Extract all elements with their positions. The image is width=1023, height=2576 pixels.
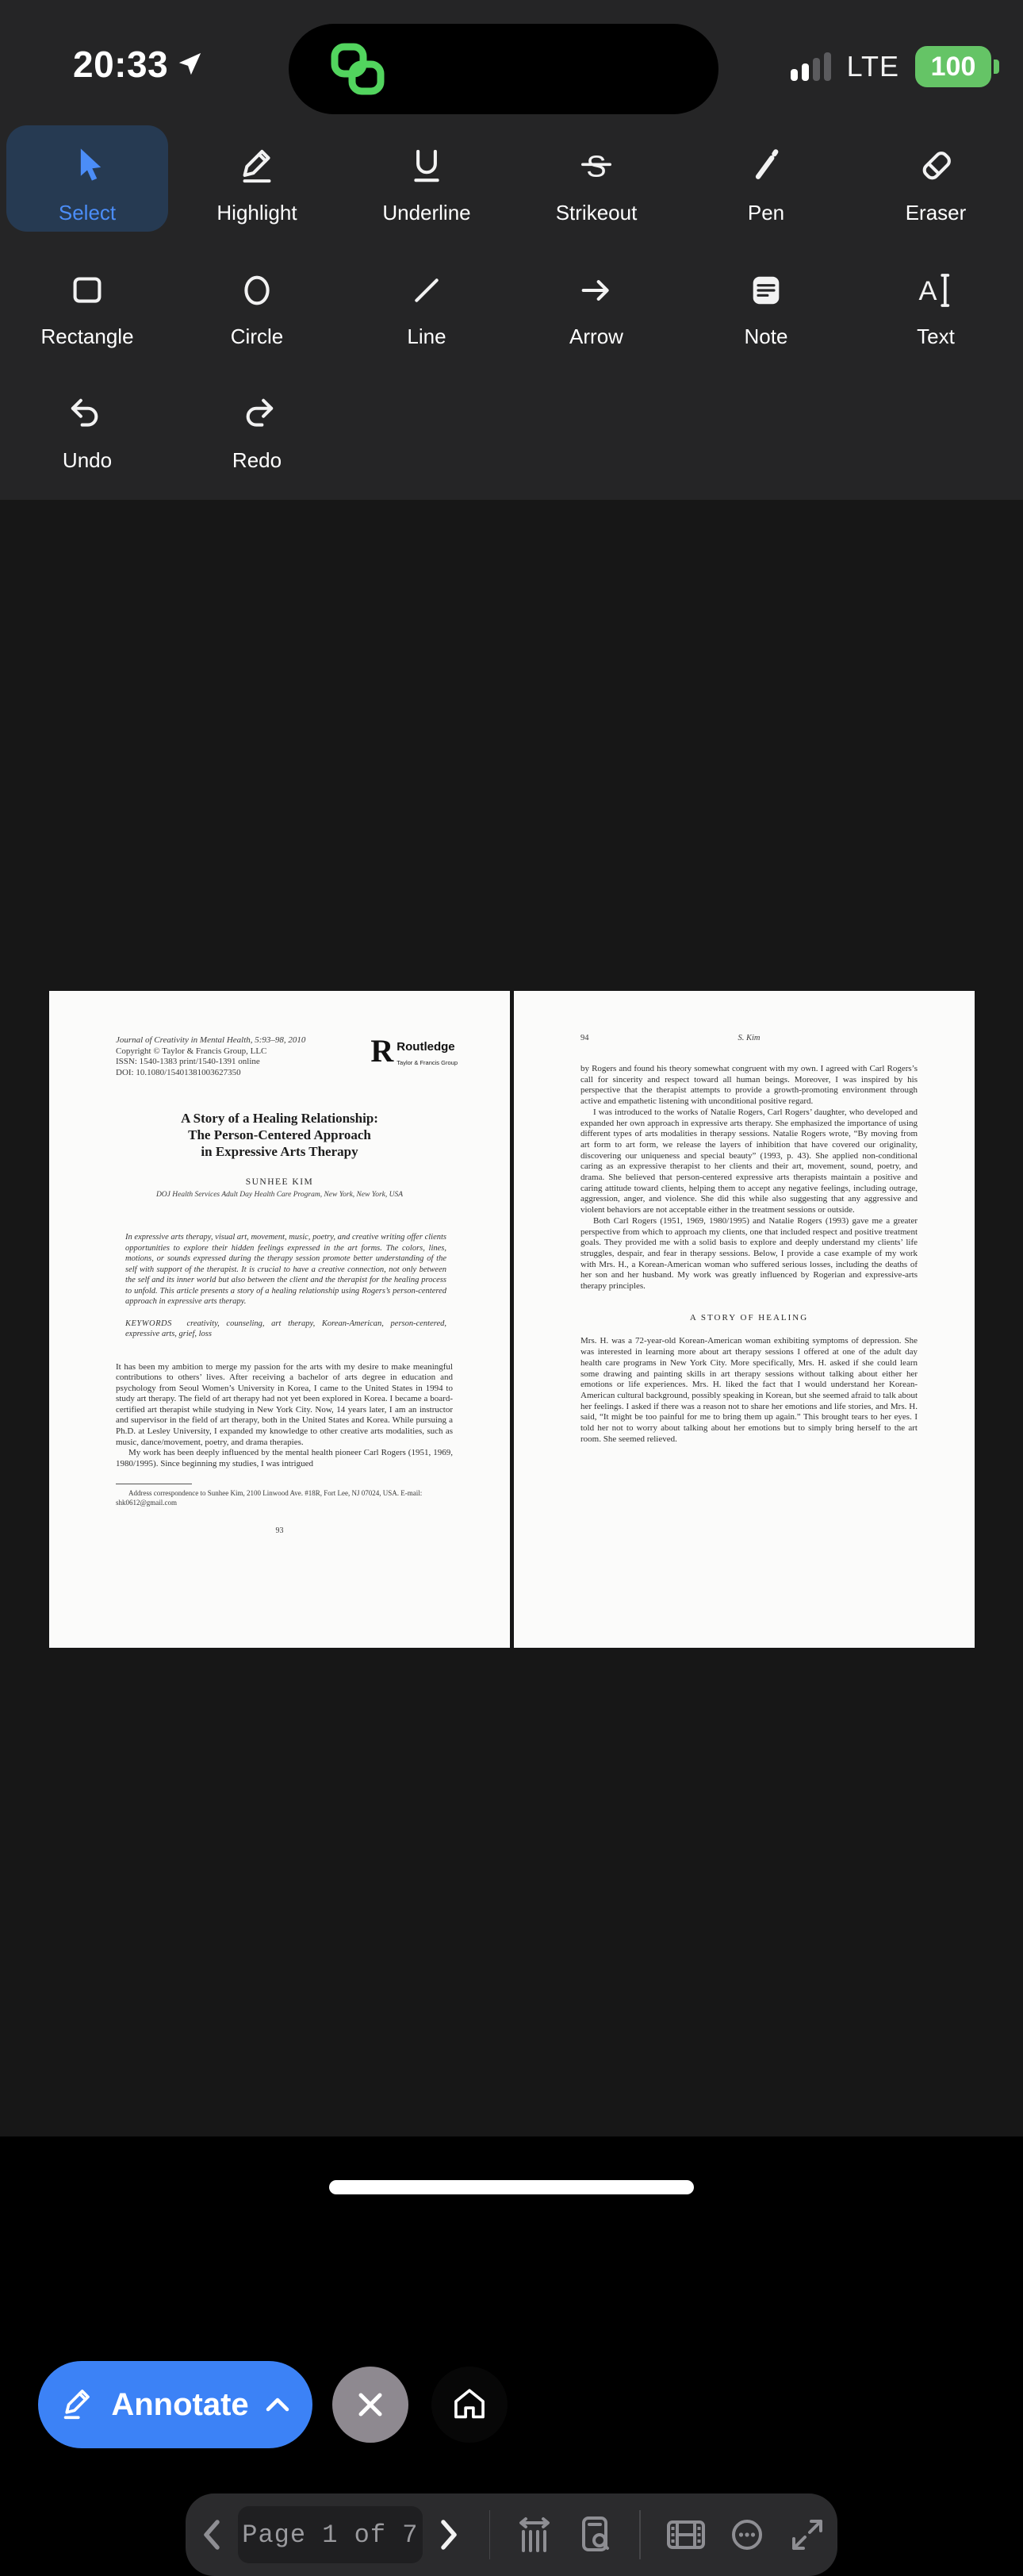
page-indicator[interactable]: Page 1 of 7 xyxy=(238,2506,423,2563)
article-keywords xyxy=(125,1319,446,1340)
highlight-icon xyxy=(234,144,280,190)
eraser-icon xyxy=(913,144,959,190)
more-options-icon xyxy=(726,2514,768,2555)
redo-icon xyxy=(234,391,280,437)
film-strip-icon xyxy=(665,2514,707,2555)
journal-header xyxy=(116,1035,458,1078)
battery-icon xyxy=(915,46,991,87)
page-width-button[interactable] xyxy=(504,2514,565,2555)
svg-text:S: S xyxy=(586,150,607,184)
network-type-label: LTE xyxy=(846,50,899,83)
tool-line[interactable]: Line xyxy=(346,249,508,355)
tool-arrow[interactable]: Arrow xyxy=(515,249,677,355)
publisher-name: Routledge xyxy=(397,1040,455,1054)
select-icon xyxy=(64,144,110,190)
running-head: S. Kim xyxy=(738,1034,761,1042)
divider xyxy=(639,2510,641,2559)
page-number: 94 xyxy=(580,1034,589,1042)
search-document-button[interactable] xyxy=(565,2514,625,2555)
page-width-icon xyxy=(514,2514,555,2555)
undo-icon xyxy=(64,391,110,437)
article-author: SUNHEE KIM xyxy=(245,1177,314,1187)
tool-undo[interactable]: Undo xyxy=(6,373,168,479)
home-icon xyxy=(449,2384,490,2425)
close-button[interactable] xyxy=(332,2367,408,2443)
annotate-pencil-icon xyxy=(57,2384,98,2425)
filmstrip-button[interactable] xyxy=(655,2514,717,2555)
section-heading: A STORY OF HEALING xyxy=(689,1312,809,1323)
annotation-toolbar-panel xyxy=(0,0,1023,500)
correspondence-footnote: Address correspondence to Sunhee Kim, 2100 Linwood Ave. #18R, Fort Lee, NJ 07024, USA. E-mail: shk0612@gmail.com xyxy=(116,1484,453,1507)
tool-text[interactable]: A Text xyxy=(855,249,1017,355)
app-link-rings-icon xyxy=(330,43,385,95)
tool-select[interactable]: Select xyxy=(6,125,168,232)
rectangle-icon xyxy=(64,267,110,313)
svg-text:A: A xyxy=(918,275,937,306)
keywords-label: KEYWORDS xyxy=(125,1319,172,1328)
fullscreen-icon xyxy=(787,2514,828,2555)
tool-redo[interactable]: Redo xyxy=(176,373,338,479)
routledge-r-mark: R xyxy=(370,1033,394,1069)
paragraph: It has been my ambition to merge my passion for the arts with my desire to make meaningful contributions to others’ lives. After receiving a bachelor of arts degree in education and psychology from Seoul Women’s University in Korea, I came to the United States in 1994 to study art therapy. The field of art therapy had not yet been explored in Korea. I became a board-certified art therapist while studying in New York City. Now, 14 years later, I am an instructor and supervisor in the field of art therapy, both in the United States and Korea. While pursuing a Ph.D. at Lesley University, I expanded my knowledge to other creative arts modalities, such as music, dance/movement, poetry, and drama therapies. xyxy=(116,1361,453,1447)
tool-circle[interactable]: Circle xyxy=(176,249,338,355)
home-button[interactable] xyxy=(431,2367,508,2443)
status-bar xyxy=(0,0,1023,119)
document-canvas[interactable] xyxy=(0,500,1023,2550)
tool-underline[interactable]: Underline xyxy=(346,125,508,232)
note-icon xyxy=(743,267,789,313)
circle-icon xyxy=(234,267,280,313)
copyright-line: Copyright © Taylor & Francis Group, LLC xyxy=(116,1046,267,1056)
text-icon xyxy=(913,267,959,313)
page2-body xyxy=(580,1064,918,1445)
search-document-icon xyxy=(574,2514,615,2555)
publisher-tagline: Taylor & Francis Group xyxy=(397,1059,458,1066)
chevron-up-icon xyxy=(262,2394,293,2415)
tool-rectangle[interactable]: Rectangle xyxy=(6,249,168,355)
tool-highlight[interactable]: Highlight xyxy=(176,125,338,232)
keywords-text: creativity, counseling, art therapy, Korean-American, person-centered, expressive arts, grief, loss xyxy=(125,1319,446,1338)
page-number: 93 xyxy=(275,1526,284,1536)
battery-percent: 100 xyxy=(930,51,976,82)
tool-pen[interactable]: Pen xyxy=(685,125,847,232)
annotation-tools-grid xyxy=(6,125,1017,479)
tool-eraser[interactable]: Eraser xyxy=(855,125,1017,232)
location-arrow-icon xyxy=(176,51,203,78)
divider xyxy=(489,2510,491,2559)
paragraph: by Rogers and found his theory somewhat congruent with my own. I agreed with Carl Rogers’s call for sincerity and respect toward all human beings. Moreover, I was inspired by his perspective that the therapist attempts to provide a growth-promoting environment through active and empathetic listening with unconditional positive regard. xyxy=(580,1064,918,1107)
fullscreen-button[interactable] xyxy=(777,2514,837,2555)
doi-line: DOI: 10.1080/15401381003627350 xyxy=(116,1067,241,1077)
previous-page-button[interactable] xyxy=(186,2516,238,2554)
cellular-signal-icon xyxy=(791,52,831,81)
article-abstract: In expressive arts therapy, visual art, movement, music, poetry, and creative writing offer clients opportunities to explore their hidden feelings expressed in the art forms. The colors, lines, motions, or sounds expressed during the therapy session promote better understanding of the self with support of the therapist. It is crucial to have a creative connection, not only between the self and its inner world but also between the client and the therapist for the healing process to unfold. This article presents a story of a healing relationship using Rogers’s person-centered approach in expressive arts therapy. xyxy=(125,1233,446,1306)
bottom-strip xyxy=(0,2136,1023,2218)
running-header xyxy=(580,1034,918,1045)
line-icon xyxy=(404,267,450,313)
tool-strikeout[interactable]: S Strikeout xyxy=(515,125,677,232)
dynamic-island xyxy=(289,24,718,114)
paragraph: Mrs. H. was a 72-year-old Korean-American woman exhibiting symptoms of depression. She was interested in learning more about art therapy sessions I offered at one of the adult day health care programs in New York City. More specifically, Mrs. H. asked if she could learn some drawing and painting skills in art therapy sessions without talking about either her emotions or life experiences. Mrs. H. liked the fact that I would understand her Korean-American cultural background, possibly speaking in Korean, but she seemed afraid to talk about her feelings. I asked if there was a reason not to share her emotions and life stories, and Mrs. H. said, “It might be too painful for me to bring them up again.” This brought tears to her eyes. I told her not to worry about talking about her emotions but to simply bring herself to the art room. She seemed relieved. xyxy=(580,1336,918,1444)
chevron-left-icon xyxy=(198,2516,225,2554)
paragraph: My work has been deeply influenced by the mental health pioneer Carl Rogers (1951, 1969, 1980/1995). Since beginning my studies, I was intrigued xyxy=(116,1448,453,1468)
underline-icon xyxy=(404,144,450,190)
more-options-button[interactable] xyxy=(717,2514,777,2555)
status-time: 20:33 xyxy=(73,44,169,85)
page-navigation-bar xyxy=(186,2493,837,2576)
tool-note[interactable]: Note xyxy=(685,249,847,355)
journal-line: Journal of Creativity in Mental Health, 5:93–98, 2010 xyxy=(116,1035,306,1045)
author-affiliation: DOJ Health Services Adult Day Health Care Program, New York, New York, USA xyxy=(155,1191,404,1199)
strikeout-icon xyxy=(573,144,619,190)
paragraph: Both Carl Rogers (1951, 1969, 1980/1995) and Natalie Rogers (1993) gave me a greater perspective from which to approach my clients, one that included respect and positive treatment goals. They provided me with a solid basis to explore and deeply understand my clients’ life struggles, despair, and fear in therapy sessions. Below, I provide a case example of my work with Mrs. H., a Korean-American woman who suffered serious losses, including the deaths of her son and her husband. My work was greatly influenced by Rogerian and expressive-arts therapy principles. xyxy=(580,1215,918,1292)
paragraph: I was introduced to the works of Natalie Rogers, Carl Rogers’ daughter, who developed and expanded her own approach in expressive arts therapy. She emphasized the importance of using different types of arts modalities in therapy sessions. Natalie Rogers wrote, “By moving from art form to art form, we release the layers of inhibition that have covered our originality, discovering our uniqueness and special beauty” (1993, p. 43). She applied non-conditional caring as an expressive therapist to her clients and their art, movement, sound, poetry, and drama. She believed that person-centered expressive arts therapists maintain a positive and caring attitude toward clients, helping them to accept any negative feelings, including outrage, aggression, anger, and violence. She did this while also suggesting that any aggressive and violent behaviors are not acceptable either in the treatment sessions or outside. xyxy=(580,1107,918,1215)
publisher-logo xyxy=(370,1033,458,1078)
chevron-right-icon xyxy=(435,2516,462,2554)
issn-line: ISSN: 1540-1383 print/1540-1391 online xyxy=(116,1057,260,1066)
pen-icon xyxy=(743,144,789,190)
document-page-2[interactable] xyxy=(514,991,975,1648)
document-page-1[interactable] xyxy=(49,991,510,1648)
article-title: A Story of a Healing Relationship: The Person-Centered Approach in Expressive Arts Therapy xyxy=(181,1111,378,1159)
page1-body xyxy=(116,1362,453,1470)
annotate-label: Annotate xyxy=(111,2386,249,2422)
annotate-button[interactable] xyxy=(38,2361,312,2448)
arrow-icon xyxy=(573,267,619,313)
next-page-button[interactable] xyxy=(423,2516,475,2554)
home-indicator[interactable] xyxy=(329,2180,694,2194)
close-icon xyxy=(353,2387,388,2422)
